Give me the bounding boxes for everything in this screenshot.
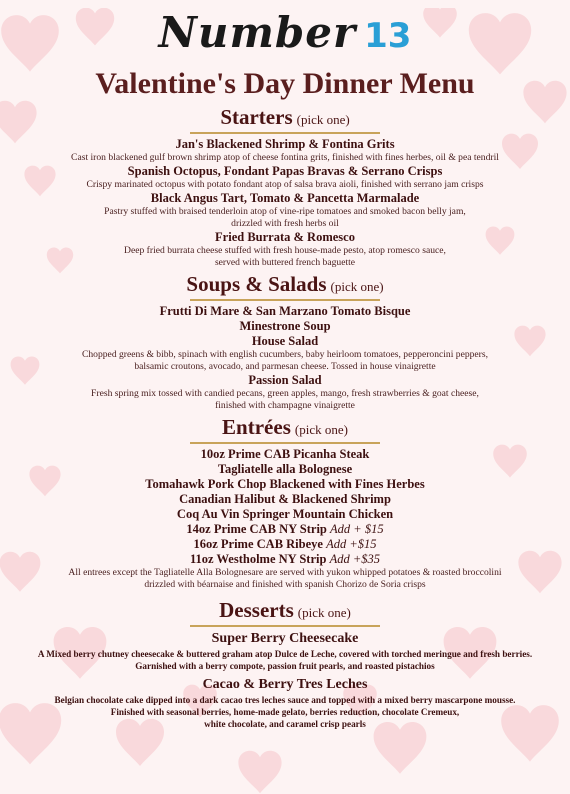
dessert-item-desc: Garnished with a berry compote, passion fruit pearls, and roasted pistachios [135, 661, 435, 671]
entree-item-name: Canadian Halibut & Blackened Shrimp [179, 492, 391, 506]
starter-item-desc: drizzled with fresh herbs oil [231, 218, 339, 229]
salad-item-desc: Fresh spring mix tossed with candied pecans, green apples, mango, fresh strawberries & goat cheese, [91, 388, 479, 399]
entree-upcharge: Add +$15 [326, 537, 377, 551]
restaurant-logo [0, 8, 570, 66]
starters-title: Starters [220, 105, 293, 129]
dessert-item-name: Cacao & Berry Tres Leches [202, 677, 368, 692]
dessert-item-desc: Belgian chocolate cake dipped into a dark cacao tres leches sauce and topped with a mixed berry mascarpone mousse. [54, 695, 516, 705]
dessert-item-desc: white chocolate, and caramel crisp pearls [204, 719, 366, 729]
menu-page [0, 8, 570, 730]
entrees-pick-note: (pick one) [294, 422, 348, 437]
entree-item-name: 11oz Westholme NY Strip [189, 552, 327, 566]
soup-item-name: Frutti Di Mare & San Marzano Tomato Bisque [159, 304, 411, 318]
entree-item-name: Tomahawk Pork Chop Blackened with Fines Herbes [145, 477, 425, 491]
entrees-note: drizzled with béarnaise and finished with spanish Chorizo de Soria crisps [144, 579, 426, 590]
soup-item-name: Minestrone Soup [239, 319, 331, 333]
starter-item-desc: served with buttered french baguette [214, 257, 356, 268]
soups-heading [0, 273, 570, 298]
salad-item-name: Passion Salad [248, 373, 322, 387]
starter-item-desc: Pastry stuffed with braised tenderloin atop of vine-ripe tomatoes and smoked bacon belly jam, [104, 206, 466, 217]
starters-pick-note: (pick one) [296, 112, 350, 127]
desserts-pick-note: (pick one) [297, 605, 351, 620]
entrees-note: All entrees except the Tagliatelle Alla Bolognesare are served with yukon whipped potatoes & roasted broccolini [68, 567, 502, 578]
entree-upcharge: Add +$35 [329, 552, 381, 566]
entree-item-name: 10oz Prime CAB Picanha Steak [200, 447, 370, 461]
soups-title: Soups & Salads [186, 272, 327, 296]
menu-title: Valentine's Day Dinner Menu [95, 67, 475, 100]
starters-divider [190, 132, 380, 134]
dessert-item-name: Super Berry Cheesecake [211, 631, 359, 646]
starter-item-name: Black Angus Tart, Tomato & Pancetta Marmalade [150, 191, 420, 205]
starter-item-desc: Crispy marinated octopus with potato fondant atop of salsa brava aioli, finished with serrano jam crisps [86, 179, 484, 190]
desserts-heading [0, 599, 570, 624]
entree-item-name: Tagliatelle alla Bolognese [217, 462, 353, 476]
logo-number: 13 [364, 16, 412, 56]
entrees-heading [0, 416, 570, 441]
salad-item-desc: finished with champagne vinaigrette [215, 400, 355, 411]
entree-item [0, 537, 570, 552]
starter-item-name: Jan's Blackened Shrimp & Fontina Grits [175, 137, 395, 151]
desserts-title: Desserts [219, 598, 294, 622]
salad-item-desc: Chopped greens & bibb, spinach with english cucumbers, baby heirloom tomatoes, pepperoncini peppers, [81, 349, 489, 360]
entree-item [0, 522, 570, 537]
dessert-item-desc: A Mixed berry chutney cheesecake & buttered graham atop Dulce de Leche, covered with torched meringue and fresh berries. [37, 649, 533, 659]
starter-item-name: Fried Burrata & Romesco [215, 230, 355, 244]
entree-item-name: Coq Au Vin Springer Mountain Chicken [176, 507, 394, 521]
entree-item-name: 14oz Prime CAB NY Strip [186, 522, 327, 536]
dessert-item-desc: Finished with seasonal berries, home-made gelato, berries reduction, chocolate Cremeux, [110, 707, 460, 717]
entree-item [0, 552, 570, 567]
soups-pick-note: (pick one) [330, 279, 384, 294]
starter-item-name: Spanish Octopus, Fondant Papas Bravas & Serrano Crisps [127, 164, 443, 178]
starters-heading [0, 106, 570, 131]
soups-divider [190, 299, 380, 301]
salad-item-desc: balsamic croutons, avocado, and parmesan cheese. Tossed in house vinaigrette [134, 361, 436, 372]
entrees-title: Entrées [222, 415, 291, 439]
starter-item-desc: Cast iron blackened gulf brown shrimp atop of cheese fontina grits, finished with fines herbes, oil & pea tendril [71, 152, 499, 163]
entree-item-name: 16oz Prime CAB Ribeye [193, 537, 323, 551]
desserts-divider [190, 625, 380, 627]
entrees-divider [190, 442, 380, 444]
entree-upcharge: Add + $15 [330, 522, 384, 536]
starter-item-desc: Deep fried burrata cheese stuffed with fresh house-made pesto, atop romesco sauce, [124, 245, 446, 256]
logo-word: Number [158, 8, 357, 57]
salad-item-name: House Salad [251, 334, 319, 348]
